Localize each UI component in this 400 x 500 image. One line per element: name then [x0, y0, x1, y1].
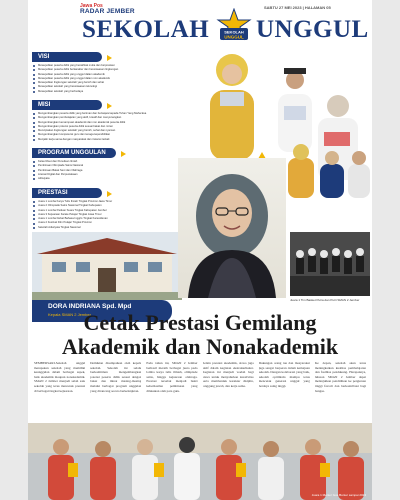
list-item: Juara 1 Lomba Debat Bahasa Inggris Tingkat Karesidenan	[32, 217, 182, 221]
list-item: Mengembangkan pembelajaran yang aktif, kreatif dan menyenangkan	[32, 116, 182, 120]
article-column: Demikian disampaikan oleh kepala sekolah. Sekolah ini selalu berkomitmen mengembangkan potensi peserta didik sesuai dengan bakat dan minat masing-masing melalui berbagai program unggulan yang dirancang secara berkelanjutan.	[90, 361, 142, 393]
list-item: Mewujudkan sekolah yang berbudaya	[32, 90, 182, 94]
prestasi-list	[32, 200, 182, 230]
program-list	[32, 160, 182, 181]
list-item: Mengembangkan peserta didik yang beriman dan bertaqwa kepada Tuhan Yang Maha Esa	[32, 112, 182, 116]
list-item: Juara 1 Lomba Paduan Suara Tingkat Kabupaten Jember	[32, 209, 182, 213]
list-item: Mewujudkan lingkungan sekolah yang bersih dan sehat	[32, 81, 182, 85]
list-item: Mewujudkan peserta didik yang berakhlak mulia dan berprestasi	[32, 64, 182, 68]
students-illustration	[28, 423, 372, 500]
kicker: Jawa Pos	[80, 3, 103, 9]
program-heading: PROGRAM UNGGULAN	[32, 148, 116, 158]
prestasi-section	[32, 188, 182, 230]
misi-list	[32, 112, 182, 142]
school-building-photo	[32, 232, 182, 300]
visi-heading: VISI	[32, 52, 102, 62]
article-column: Ke depan, sekolah akan terus meningkatkan kualitas pembelajaran dan fasilitas pendukung. Harapannya, lulusan SMAN 2 Jember dapat melanjutkan pendidikan ke perguruan tinggi favorit dan berkontribusi bagi bangsa.	[314, 361, 367, 393]
list-item: Juara 2 Olimpiade Sains Nasional Tingkat Kabupaten	[32, 204, 182, 208]
portrait-illustration	[178, 158, 286, 298]
visi-list	[32, 64, 182, 94]
program-section	[32, 148, 182, 181]
group-photo-caption: Juara 1 Tim Basket Putra dan Putri SMAN 2 Jember	[290, 298, 360, 302]
prestasi-heading: PRESTASI	[32, 188, 102, 198]
list-item: Mengembangkan kemampuan akademik dan non akademik peserta didik	[32, 121, 182, 125]
list-item: Menciptakan lingkungan sekolah yang bersih, sehat dan nyaman	[32, 129, 182, 133]
principal-portrait	[178, 158, 286, 298]
students-trophy-photo	[28, 423, 372, 500]
headline-line-1: Cetak Prestasi Gemilang	[83, 310, 317, 335]
list-item: Pembinaan Bakat Seni dan Olahraga	[32, 169, 182, 173]
article-column: Pada tahun ini, SMAN 2 Jember berhasil meraih berbagai juara pada lomba karya tulis ilmiah, olimpiade sains, hingga kejuaraan olahraga. Prestasi tersebut menjadi bukti keberhasilan pembinaan yang dilakukan oleh para guru.	[146, 361, 198, 393]
list-item: Mewujudkan peserta didik yang unggul dalam akademik	[32, 73, 182, 77]
principal-name: DORA INDRIANA Spd. Mpd	[48, 303, 132, 310]
list-item: Mengembangkan potensi peserta didik sesuai bakat dan minat	[32, 125, 182, 129]
article-column: Dukungan orang tua dan masyarakat juga sangat berperan dalam kemajuan sekolah. Dengan kolaborasi yang baik, sekolah optimistis mampu terus mencetak generasi unggul yang berdaya saing tinggi.	[258, 361, 310, 388]
article-column: SEMBERSARI-Sekolah unggul merupakan sekolah yang memiliki keunggulan dalam berbagai aspek, baik akademik maupun nonakademik. SMAN 2 Jember menjadi salah satu sekolah yang terus mencetak prestasi di berbagai tingkat kejuaraan.	[34, 361, 86, 393]
visi-section	[32, 52, 182, 94]
misi-section	[32, 100, 182, 142]
principal-role: Kepala SMAN 2 Jember	[48, 312, 91, 317]
title-right: UNGGUL	[256, 16, 369, 43]
list-item: Literasi Digital dan Perpustakaan	[32, 173, 182, 177]
misi-heading: MISI	[32, 100, 102, 110]
list-item: Juara 3 Kejuaraan Karate Pelajar Tingkat Jawa Timur	[32, 213, 182, 217]
list-item: Juara 2 Festival Film Pelajar Tingkat Provinsi	[32, 221, 182, 225]
paper-name: RADAR JEMBER	[80, 8, 135, 15]
newspaper-page	[28, 0, 372, 500]
title-left: SEKOLAH	[82, 16, 210, 43]
edition-line: SABTU 27 MEI 2023 | HALAMAN 05	[264, 5, 331, 10]
basketball-team-photo	[290, 232, 370, 296]
article-column: Selain prestasi akademik, siswa juga aktif dalam kegiatan ekstrakurikuler. Kegiatan ini menjadi wadah bagi siswa untuk menyalurkan kreativitas serta membentuk karakter disiplin, tanggung jawab, dan kerja sama.	[202, 361, 254, 388]
logo-text-1: SEKOLAH	[224, 29, 244, 35]
list-item: Sekolah Adiwiyata Tingkat Nasional	[32, 226, 182, 230]
list-item: Juara 1 Lomba Karya Tulis Ilmiah Tingkat Provinsi Jawa Timur	[32, 200, 182, 204]
list-item: Pembinaan Olimpiade Sains Nasional	[32, 164, 182, 168]
team-photo-illustration	[290, 232, 370, 296]
list-item: Menjalin kerja sama dengan masyarakat dan instansi terkait	[32, 138, 182, 142]
sekolah-unggul-logo	[216, 8, 252, 44]
list-item: Mengembangkan kompetensi guru dan tenaga kependidikan	[32, 133, 182, 137]
bottom-photo-caption: Juara 1 Mentor Gus Bonter sampai 2024	[311, 493, 366, 497]
list-item: Adiwiyata	[32, 177, 182, 181]
list-item: Kelas Riset dan Penulisan Ilmiah	[32, 160, 182, 164]
logo-text-2: UNGGUL	[224, 34, 244, 40]
headline-line-2: Akademik dan Nonakademik	[61, 334, 339, 359]
list-item: Mewujudkan peserta didik yang unggul dalam non akademik	[32, 77, 182, 81]
list-item: Mewujudkan peserta didik berkarakter dan berwawasan lingkungan	[32, 68, 182, 72]
list-item: Mewujudkan sekolah yang berwawasan teknologi	[32, 85, 182, 89]
article-body	[34, 361, 366, 423]
